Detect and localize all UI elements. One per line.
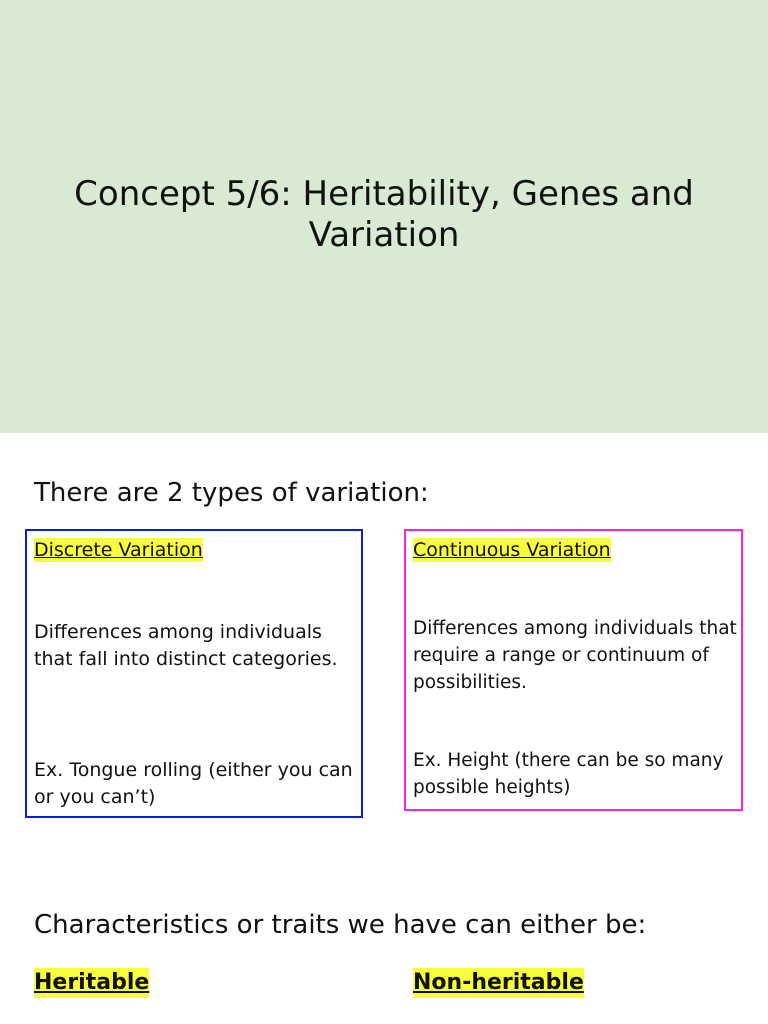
discrete-variation-description: Differences among individuals that fall into distinct categories. xyxy=(34,621,338,670)
continuous-variation-heading: Continuous Variation xyxy=(413,539,611,561)
discrete-variation-box xyxy=(25,529,363,818)
variation-intro: There are 2 types of variation: xyxy=(34,478,429,508)
continuous-variation-description: Differences among individuals that require a range or continuum of possibilities. xyxy=(413,618,737,693)
discrete-variation-heading: Discrete Variation xyxy=(34,539,203,561)
non-heritable-label: Non-heritable xyxy=(413,968,584,998)
continuous-variation-example: Ex. Height (there can be so many possible heights) xyxy=(413,750,724,798)
discrete-variation-example: Ex. Tongue rolling (either you can or you can’t) xyxy=(34,759,353,808)
slide-title: Concept 5/6: Heritability, Genes and Variation xyxy=(74,173,694,255)
continuous-variation-box xyxy=(404,529,743,811)
heritable-label: Heritable xyxy=(34,968,149,998)
title-slide xyxy=(0,0,768,433)
traits-heading: Characteristics or traits we have can either be: xyxy=(34,910,647,940)
